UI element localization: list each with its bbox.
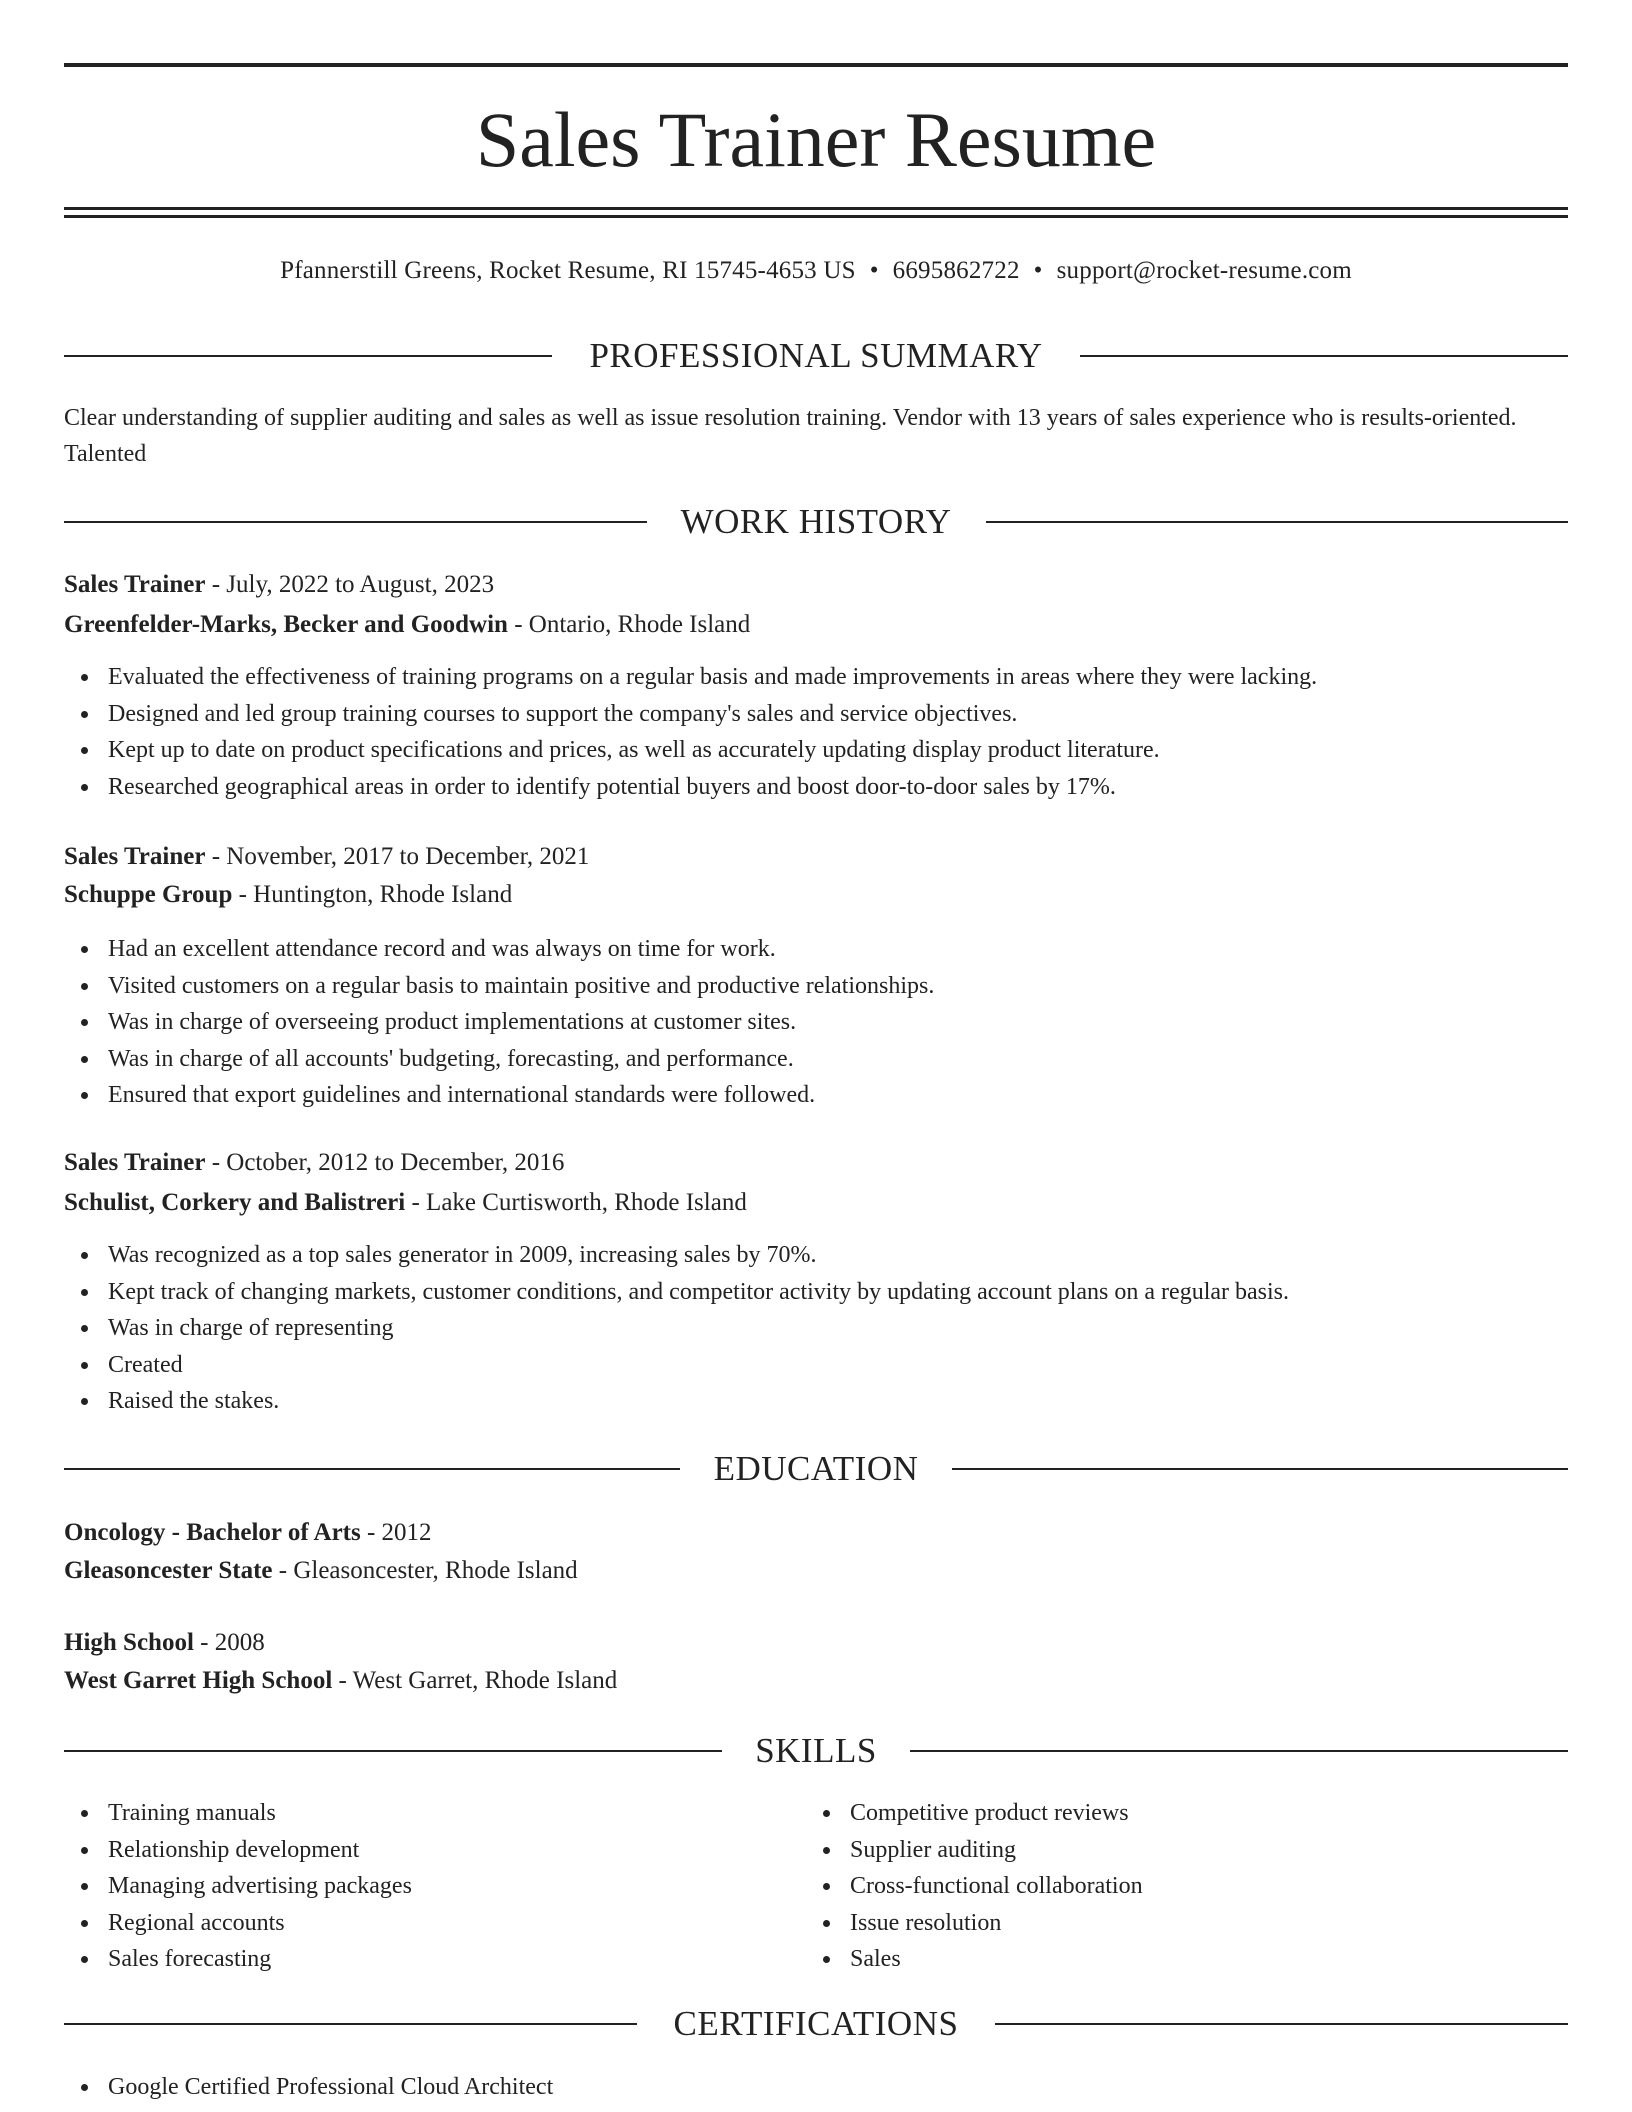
list-item: Was in charge of overseeing product implementations at customer sites. bbox=[64, 1004, 1568, 1041]
summary-text: Clear understanding of supplier auditing and sales as well as issue resolution training. Vendor with 13 years of sales experience who is results-oriented. Talented bbox=[64, 405, 1517, 467]
list-item: Was in charge of representing bbox=[64, 1310, 1568, 1347]
section-rule-right bbox=[910, 1750, 1568, 1752]
skill-item: Managing advertising packages bbox=[64, 1868, 764, 1905]
education-degree-line bbox=[64, 1515, 1568, 1551]
job-company: Schulist, Corkery and Balistreri bbox=[64, 1189, 406, 1216]
section-rule-right bbox=[986, 521, 1568, 523]
job-company-line bbox=[64, 877, 1568, 913]
section-rule-right bbox=[952, 1468, 1568, 1470]
list-item: Was in charge of all accounts' budgeting, forecasting, and performance. bbox=[64, 1041, 1568, 1078]
skill-item: Training manuals bbox=[64, 1795, 764, 1832]
job-location: - Huntington, Rhode Island bbox=[232, 881, 513, 908]
job-dates: - October, 2012 to December, 2016 bbox=[205, 1149, 565, 1176]
job-title: Sales Trainer bbox=[64, 843, 206, 870]
section-title-certifications: CERTIFICATIONS bbox=[673, 2004, 959, 2043]
list-item: Visited customers on a regular basis to maintain positive and productive relationships. bbox=[64, 968, 1568, 1005]
section-header-summary bbox=[64, 334, 1568, 378]
education-location: - Gleasoncester, Rhode Island bbox=[272, 1557, 578, 1584]
top-rule bbox=[64, 63, 1568, 67]
section-rule-right bbox=[1080, 355, 1568, 357]
job-company-line bbox=[64, 607, 1568, 643]
contact-separator: • bbox=[1033, 257, 1043, 284]
job-bullets bbox=[64, 659, 1568, 805]
section-header-certifications bbox=[64, 2002, 1568, 2046]
education-degree-line bbox=[64, 1625, 1568, 1661]
contact-phone: 6695862722 bbox=[892, 257, 1020, 284]
job-location: - Lake Curtisworth, Rhode Island bbox=[405, 1189, 747, 1216]
education-school-line bbox=[64, 1553, 1568, 1589]
skill-item: Competitive product reviews bbox=[806, 1795, 1566, 1832]
job-company: Schuppe Group bbox=[64, 881, 233, 908]
job-title-line bbox=[64, 839, 1568, 875]
list-item: Raised the stakes. bbox=[64, 1383, 1568, 1420]
certifications-list bbox=[64, 2069, 1568, 2106]
job-title-line bbox=[64, 1145, 1568, 1181]
job-dates: - November, 2017 to December, 2021 bbox=[205, 843, 590, 870]
education-degree: Oncology - Bachelor of Arts bbox=[64, 1519, 361, 1546]
list-item: Designed and led group training courses to support the company's sales and service objectives. bbox=[64, 696, 1568, 733]
job-company-line bbox=[64, 1185, 1568, 1221]
education-school-line bbox=[64, 1663, 1568, 1699]
contact-email: support@rocket-resume.com bbox=[1056, 257, 1352, 284]
job-bullets bbox=[64, 1237, 1568, 1420]
skill-item: Supplier auditing bbox=[806, 1832, 1566, 1869]
education-school: Gleasoncester State bbox=[64, 1557, 273, 1584]
certification-item: Google Certified Professional Cloud Architect bbox=[64, 2069, 1568, 2106]
job-dates: - July, 2022 to August, 2023 bbox=[205, 571, 495, 598]
job-title: Sales Trainer bbox=[64, 571, 206, 598]
skill-item: Regional accounts bbox=[64, 1905, 764, 1942]
section-title-work: WORK HISTORY bbox=[680, 502, 952, 541]
section-title-summary: PROFESSIONAL SUMMARY bbox=[589, 336, 1043, 375]
skill-item: Relationship development bbox=[64, 1832, 764, 1869]
section-header-skills bbox=[64, 1729, 1568, 1773]
list-item: Ensured that export guidelines and international standards were followed. bbox=[64, 1077, 1568, 1114]
education-location: - West Garret, Rhode Island bbox=[332, 1667, 618, 1694]
list-item: Researched geographical areas in order to identify potential buyers and boost door-to-door sales by 17%. bbox=[64, 769, 1568, 806]
list-item: Had an excellent attendance record and was always on time for work. bbox=[64, 931, 1568, 968]
job-title-line bbox=[64, 567, 1568, 603]
title-rule-lower bbox=[64, 215, 1568, 218]
section-title-education: EDUCATION bbox=[713, 1449, 919, 1488]
title-rule-upper bbox=[64, 207, 1568, 210]
skill-item: Cross-functional collaboration bbox=[806, 1868, 1566, 1905]
list-item: Kept track of changing markets, customer conditions, and competitor activity by updating account plans on a regular basis. bbox=[64, 1274, 1568, 1311]
skills-list-right bbox=[806, 1795, 1566, 1978]
list-item: Kept up to date on product specifications and prices, as well as accurately updating display product literature. bbox=[64, 732, 1568, 769]
skill-item: Sales bbox=[806, 1941, 1566, 1978]
contact-line bbox=[64, 254, 1568, 288]
education-degree: High School bbox=[64, 1629, 194, 1656]
section-rule-right bbox=[995, 2023, 1568, 2025]
education-school: West Garret High School bbox=[64, 1667, 333, 1694]
skill-item: Issue resolution bbox=[806, 1905, 1566, 1942]
education-year: - 2008 bbox=[193, 1629, 265, 1656]
job-title: Sales Trainer bbox=[64, 1149, 206, 1176]
list-item: Evaluated the effectiveness of training programs on a regular basis and made improvements in areas where they were lacking. bbox=[64, 659, 1568, 696]
education-year: - 2012 bbox=[360, 1519, 432, 1546]
contact-separator: • bbox=[869, 257, 879, 284]
page-title: Sales Trainer Resume bbox=[475, 96, 1157, 183]
list-item: Created bbox=[64, 1347, 1568, 1384]
contact-address: Pfannerstill Greens, Rocket Resume, RI 15745-4653 US bbox=[280, 257, 856, 284]
skills-list-left bbox=[64, 1795, 764, 1978]
section-header-education bbox=[64, 1447, 1568, 1491]
skill-item: Sales forecasting bbox=[64, 1941, 764, 1978]
job-company: Greenfelder-Marks, Becker and Goodwin bbox=[64, 611, 508, 638]
job-bullets bbox=[64, 931, 1568, 1114]
section-header-work bbox=[64, 500, 1568, 544]
job-location: - Ontario, Rhode Island bbox=[507, 611, 751, 638]
list-item: Was recognized as a top sales generator in 2009, increasing sales by 70%. bbox=[64, 1237, 1568, 1274]
section-title-skills: SKILLS bbox=[755, 1731, 877, 1770]
